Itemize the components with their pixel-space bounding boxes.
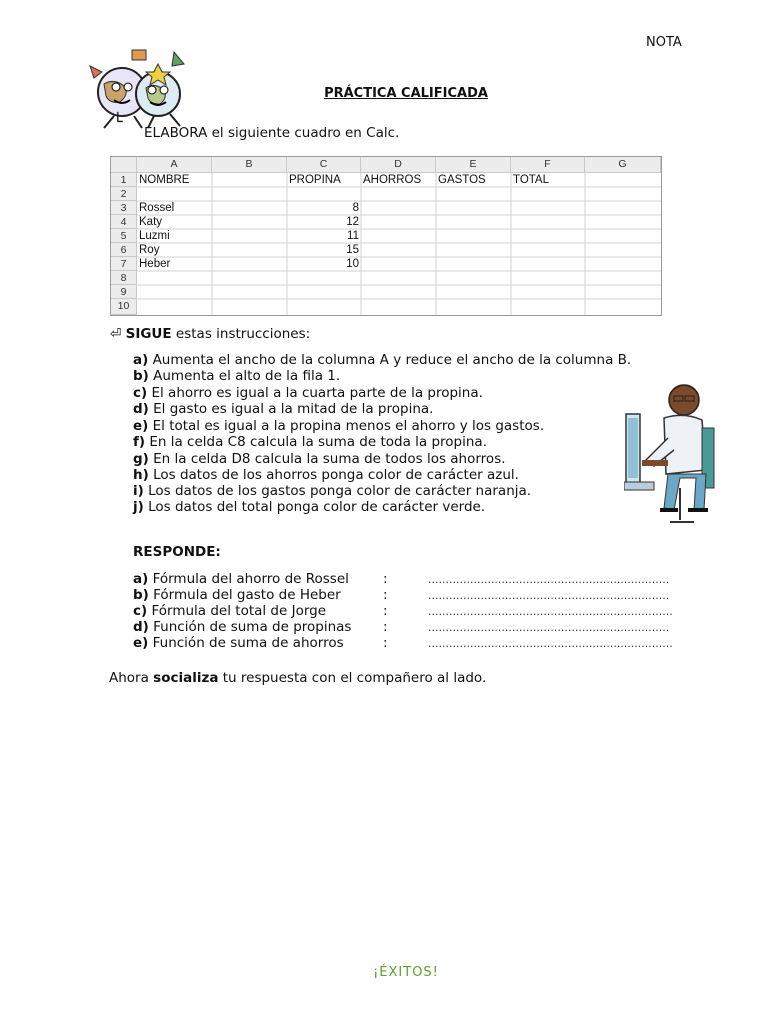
col-header-g: G <box>585 157 661 173</box>
sheet-corner <box>111 157 137 173</box>
response-blank[interactable]: ...................................................................... <box>428 637 673 650</box>
row-header: 10 <box>111 299 137 315</box>
sheet-grid <box>137 173 661 315</box>
person-at-computer-clipart-icon <box>624 378 718 528</box>
cell-propina: 8 <box>352 202 359 214</box>
response-label: a) Fórmula del ahorro de Rossel <box>133 571 349 587</box>
instruction-item: i) Los datos de los gastos ponga color de carácter naranja. <box>133 483 532 499</box>
col-header-b: B <box>212 157 287 173</box>
instruction-item: c) El ahorro es igual a la cuarta parte de la propina. <box>133 385 483 401</box>
closing-text: Ahora socializa tu respuesta con el compañero al lado. <box>109 670 487 686</box>
row-header: 6 <box>111 243 137 257</box>
row-header: 9 <box>111 285 137 299</box>
instruction-item: g) En la celda D8 calcula la suma de todos los ahorros. <box>133 451 506 467</box>
spreadsheet-table <box>110 156 662 316</box>
sigue-bold: SIGUE <box>125 326 172 342</box>
cell-propina: 10 <box>346 258 359 270</box>
response-colon: : <box>383 587 388 603</box>
corner-arrow-icon: └ <box>113 112 123 131</box>
row-header: 2 <box>111 187 137 201</box>
row-header: 5 <box>111 229 137 243</box>
response-label: c) Fórmula del total de Jorge <box>133 603 327 619</box>
response-colon: : <box>383 619 388 635</box>
intro-prefix: EL <box>144 125 161 141</box>
cell-name: Heber <box>139 258 171 270</box>
response-blank[interactable]: ...................................................................... <box>428 605 673 618</box>
col-header-e: E <box>436 157 511 173</box>
nota-label: NOTA <box>646 35 682 50</box>
responde-heading: RESPONDE: <box>133 544 221 560</box>
cell-propina: 11 <box>347 230 359 242</box>
cell-e1: GASTOS <box>438 174 486 186</box>
instruction-item: d) El gasto es igual a la mitad de la propina. <box>133 401 434 417</box>
row-header: 8 <box>111 271 137 285</box>
row-header: 3 <box>111 201 137 215</box>
instruction-item: h) Los datos de los ahorros ponga color de carácter azul. <box>133 467 519 483</box>
exitos-footer: ¡ÉXITOS! <box>373 965 439 980</box>
instructions-heading <box>110 326 310 342</box>
socializa-bold: socializa <box>153 670 219 686</box>
col-header-f: F <box>511 157 585 173</box>
intro-text <box>144 125 399 141</box>
response-blank[interactable]: ..................................................................... <box>428 621 670 634</box>
response-label: d) Función de suma de propinas <box>133 619 352 635</box>
cell-a1: NOMBRE <box>139 174 190 186</box>
response-colon: : <box>383 635 388 651</box>
instruction-item: f) En la celda C8 calcula la suma de toda la propina. <box>133 434 487 450</box>
response-blank[interactable]: ..................................................................... <box>428 589 670 602</box>
response-colon: : <box>383 603 388 619</box>
intro-body: ABORA el siguiente cuadro en Calc. <box>160 125 400 141</box>
row-header: 1 <box>111 173 137 187</box>
instruction-item: b) Aumenta el alto de la fila 1. <box>133 368 341 384</box>
col-header-a: A <box>137 157 212 173</box>
return-arrow-icon: ⏎ <box>110 326 122 342</box>
instruction-item: e) El total es igual a la propina menos el ahorro y los gastos. <box>133 418 545 434</box>
instruction-item: a) Aumenta el ancho de la columna A y reduce el ancho de la columna B. <box>133 352 632 368</box>
cell-name: Katy <box>139 216 163 228</box>
response-label: b) Fórmula del gasto de Heber <box>133 587 341 603</box>
response-label: e) Función de suma de ahorros <box>133 635 344 651</box>
row-header: 7 <box>111 257 137 271</box>
response-colon: : <box>383 571 388 587</box>
cell-name: Rossel <box>139 202 175 214</box>
response-blank[interactable]: ..................................................................... <box>428 573 670 586</box>
cell-propina: 15 <box>346 244 359 256</box>
cell-d1: AHORROS <box>363 174 422 186</box>
col-header-d: D <box>361 157 436 173</box>
cell-name: Roy <box>139 244 160 256</box>
row-header: 4 <box>111 215 137 229</box>
cell-propina: 12 <box>346 216 359 228</box>
instruction-item: j) Los datos del total ponga color de carácter verde. <box>133 499 486 515</box>
sigue-rest: estas instrucciones: <box>171 326 311 342</box>
page-title: PRÁCTICA CALIFICADA <box>324 86 488 101</box>
cell-f1: TOTAL <box>513 174 549 186</box>
col-header-c: C <box>287 157 361 173</box>
cell-name: Luzmi <box>139 230 170 242</box>
cell-c1: PROPINA <box>289 174 341 186</box>
